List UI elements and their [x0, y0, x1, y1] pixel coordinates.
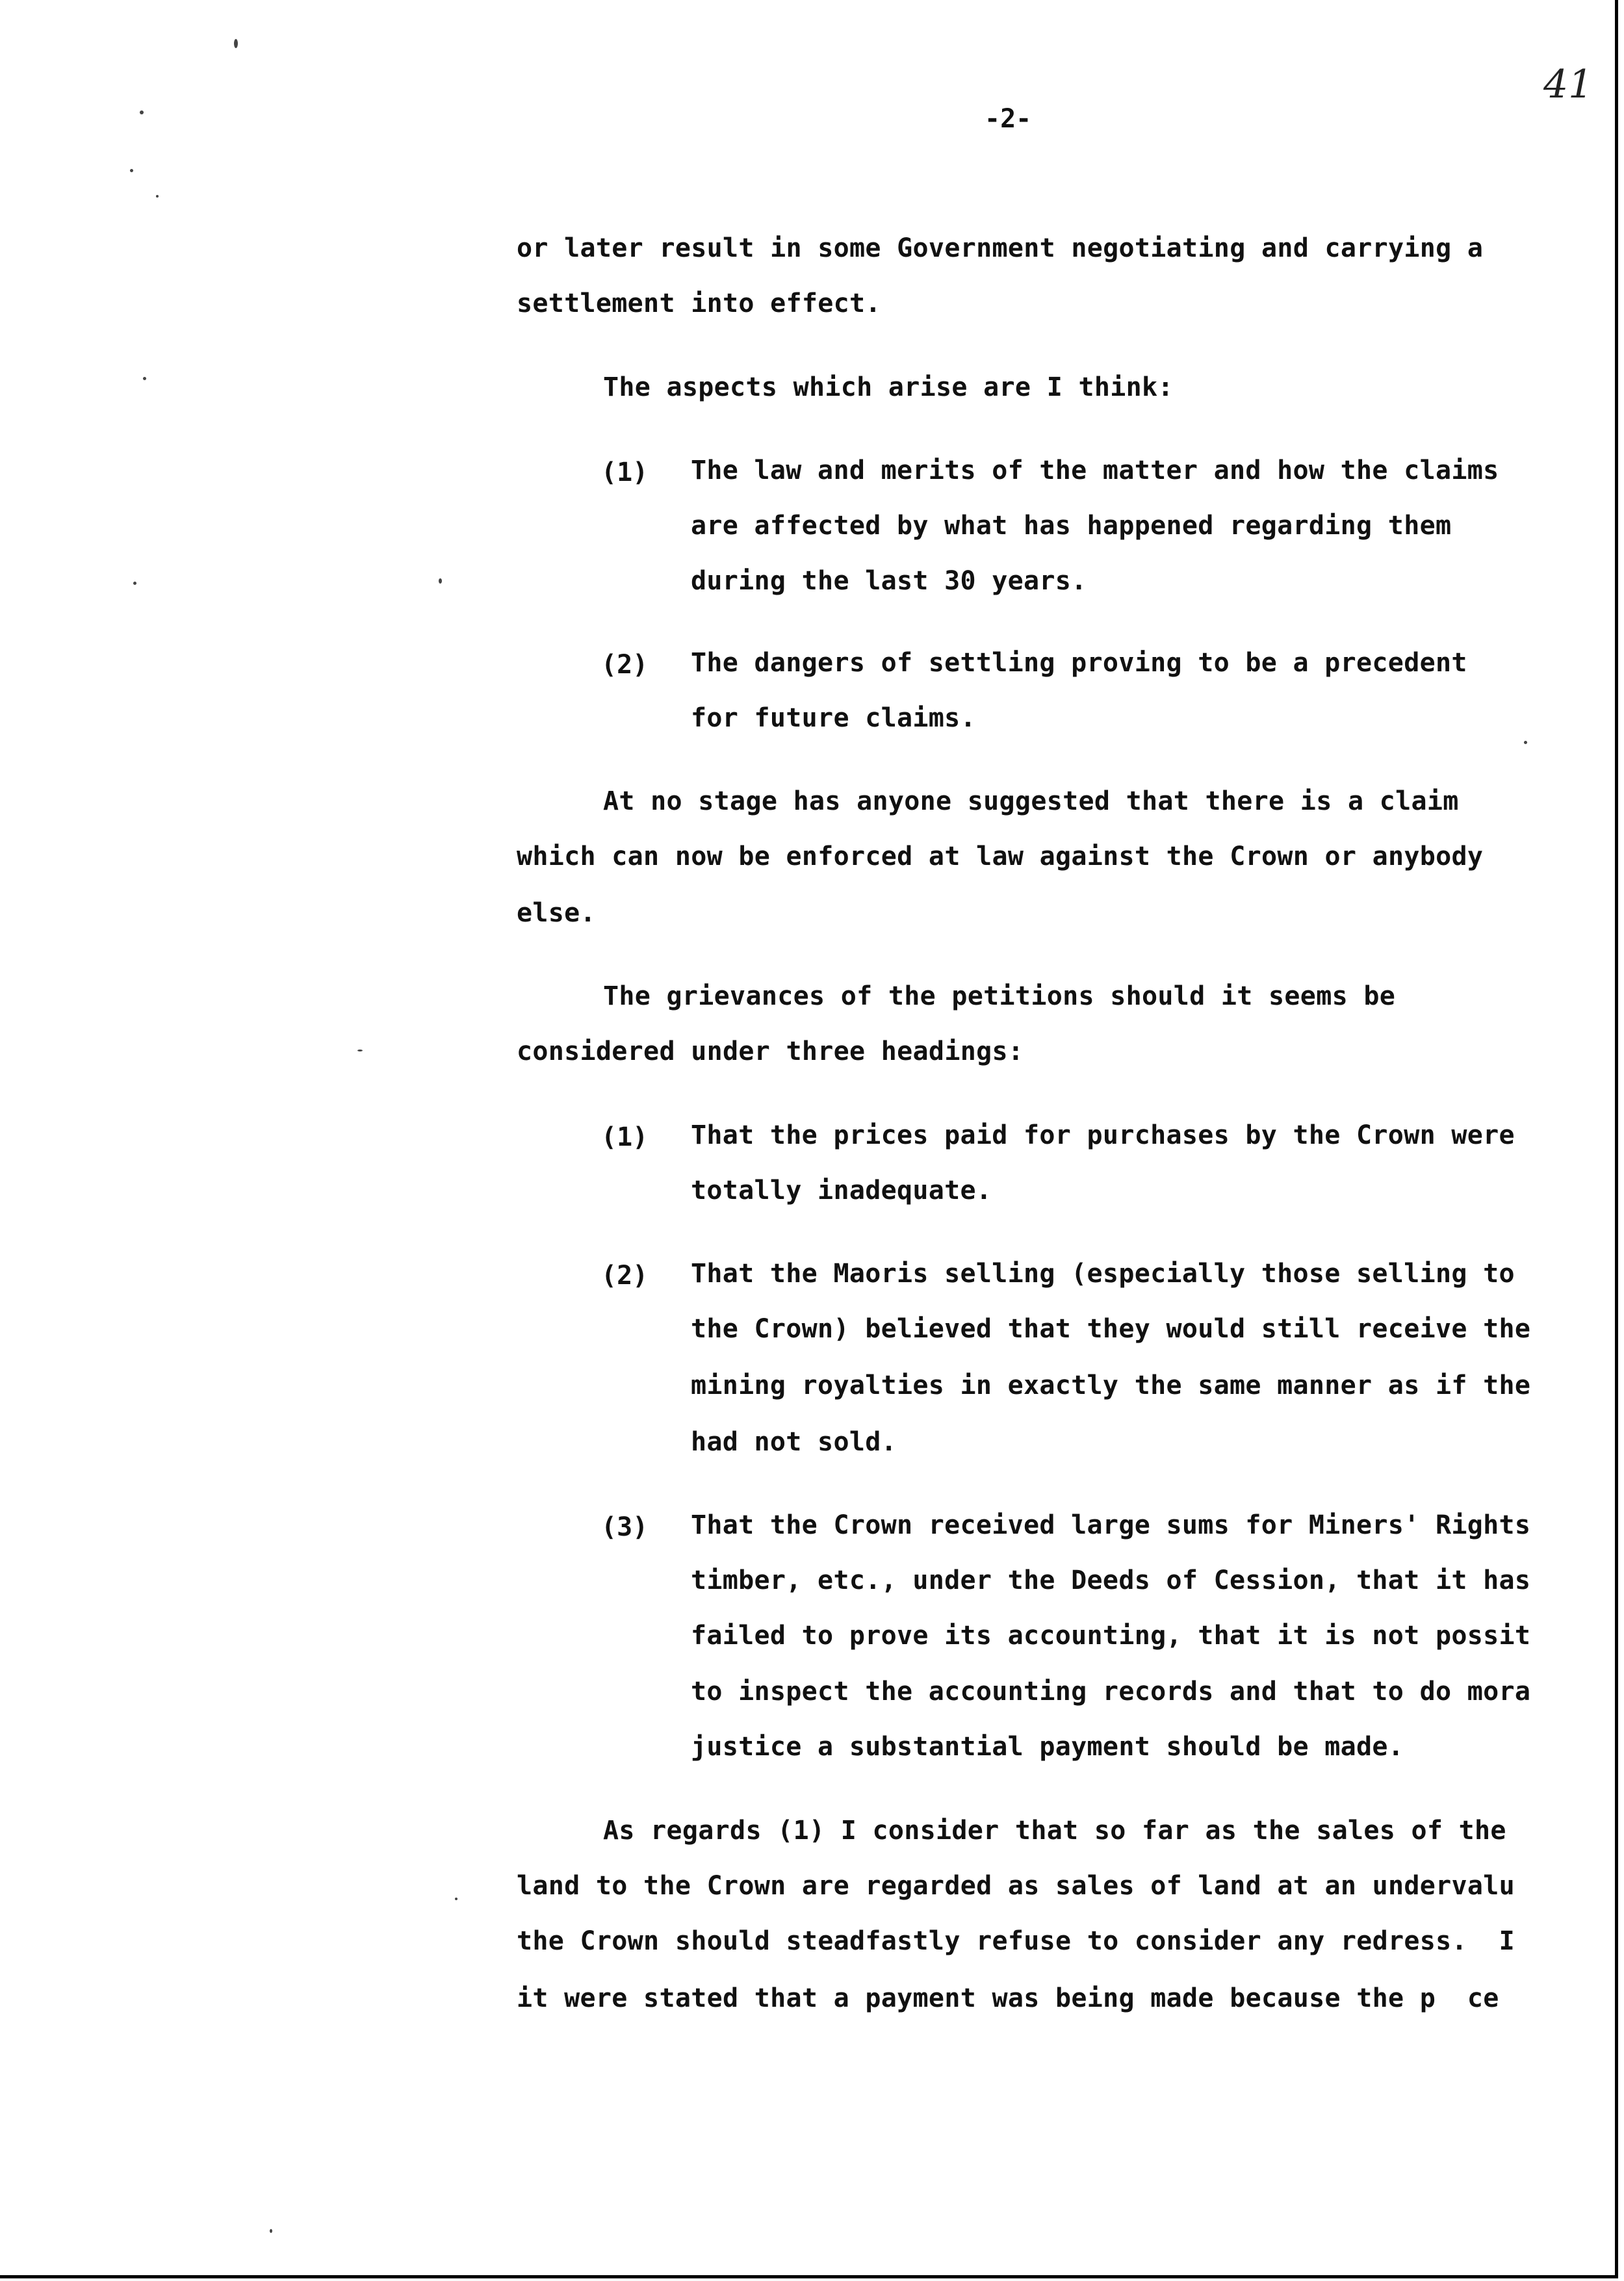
text-line: That the prices paid for purchases by the Crown were: [691, 1120, 1515, 1150]
text-line: else.: [517, 898, 596, 928]
scan-speck: [156, 195, 159, 198]
text-line: That the Crown received large sums for Miners' Rights: [691, 1510, 1531, 1540]
scan-speck: [143, 377, 146, 380]
text-line: The law and merits of the matter and how the claims: [691, 456, 1499, 485]
scan-speck: [439, 578, 442, 584]
scan-speck: [1524, 741, 1527, 744]
list-marker: (3): [601, 1512, 649, 1542]
text-line: justice a substantial payment should be made.: [691, 1732, 1404, 1762]
text-line: The grievances of the petitions should it seems be: [603, 981, 1396, 1011]
text-line: mining royalties in exactly the same manner as if the: [691, 1371, 1531, 1400]
text-line: or later result in some Government negotiating and carrying a: [517, 233, 1484, 263]
scan-speck: [234, 39, 238, 48]
page-number: -2-: [985, 104, 1032, 134]
handwritten-page-number: 41: [1543, 62, 1593, 107]
list-marker: (2): [601, 650, 649, 680]
list-marker: (2): [601, 1261, 649, 1291]
text-line: failed to prove its accounting, that it is not possit: [691, 1621, 1531, 1651]
text-line: for future claims.: [691, 703, 976, 733]
scan-speck: [357, 1050, 363, 1051]
text-line: the Crown should steadfastly refuse to consider any redress. I: [517, 1926, 1515, 1956]
text-line: had not sold.: [691, 1427, 897, 1457]
text-line: As regards (1) I consider that so far as the sales of the: [603, 1816, 1506, 1846]
text-line: during the last 30 years.: [691, 566, 1087, 596]
text-line: which can now be enforced at law against the Crown or anybody: [517, 842, 1484, 871]
text-line: The dangers of settling proving to be a precedent: [691, 648, 1467, 678]
text-line: considered under three headings:: [517, 1037, 1024, 1066]
text-line: That the Maoris selling (especially those selling to: [691, 1259, 1515, 1289]
text-line: to inspect the accounting records and that to do mora: [691, 1677, 1531, 1707]
text-line: settlement into effect.: [517, 289, 881, 318]
scan-speck: [140, 110, 144, 114]
scan-speck: [130, 169, 133, 172]
text-line: are affected by what has happened regarding them: [691, 511, 1452, 541]
text-line: it were stated that a payment was being made because the p ce: [517, 1983, 1499, 2013]
scan-speck: [133, 582, 136, 585]
list-marker: (1): [601, 1122, 649, 1152]
list-marker: (1): [601, 457, 649, 487]
text-line: The aspects which arise are I think:: [603, 372, 1174, 402]
text-line: timber, etc., under the Deeds of Cession, that it has: [691, 1566, 1531, 1595]
scan-speck: [270, 2229, 272, 2233]
text-line: totally inadequate.: [691, 1176, 992, 1205]
scan-speck: [455, 1898, 458, 1900]
text-line: the Crown) believed that they would still receive the: [691, 1314, 1531, 1344]
text-line: At no stage has anyone suggested that there is a claim: [603, 786, 1459, 816]
text-line: land to the Crown are regarded as sales of land at an undervalu: [517, 1871, 1515, 1901]
